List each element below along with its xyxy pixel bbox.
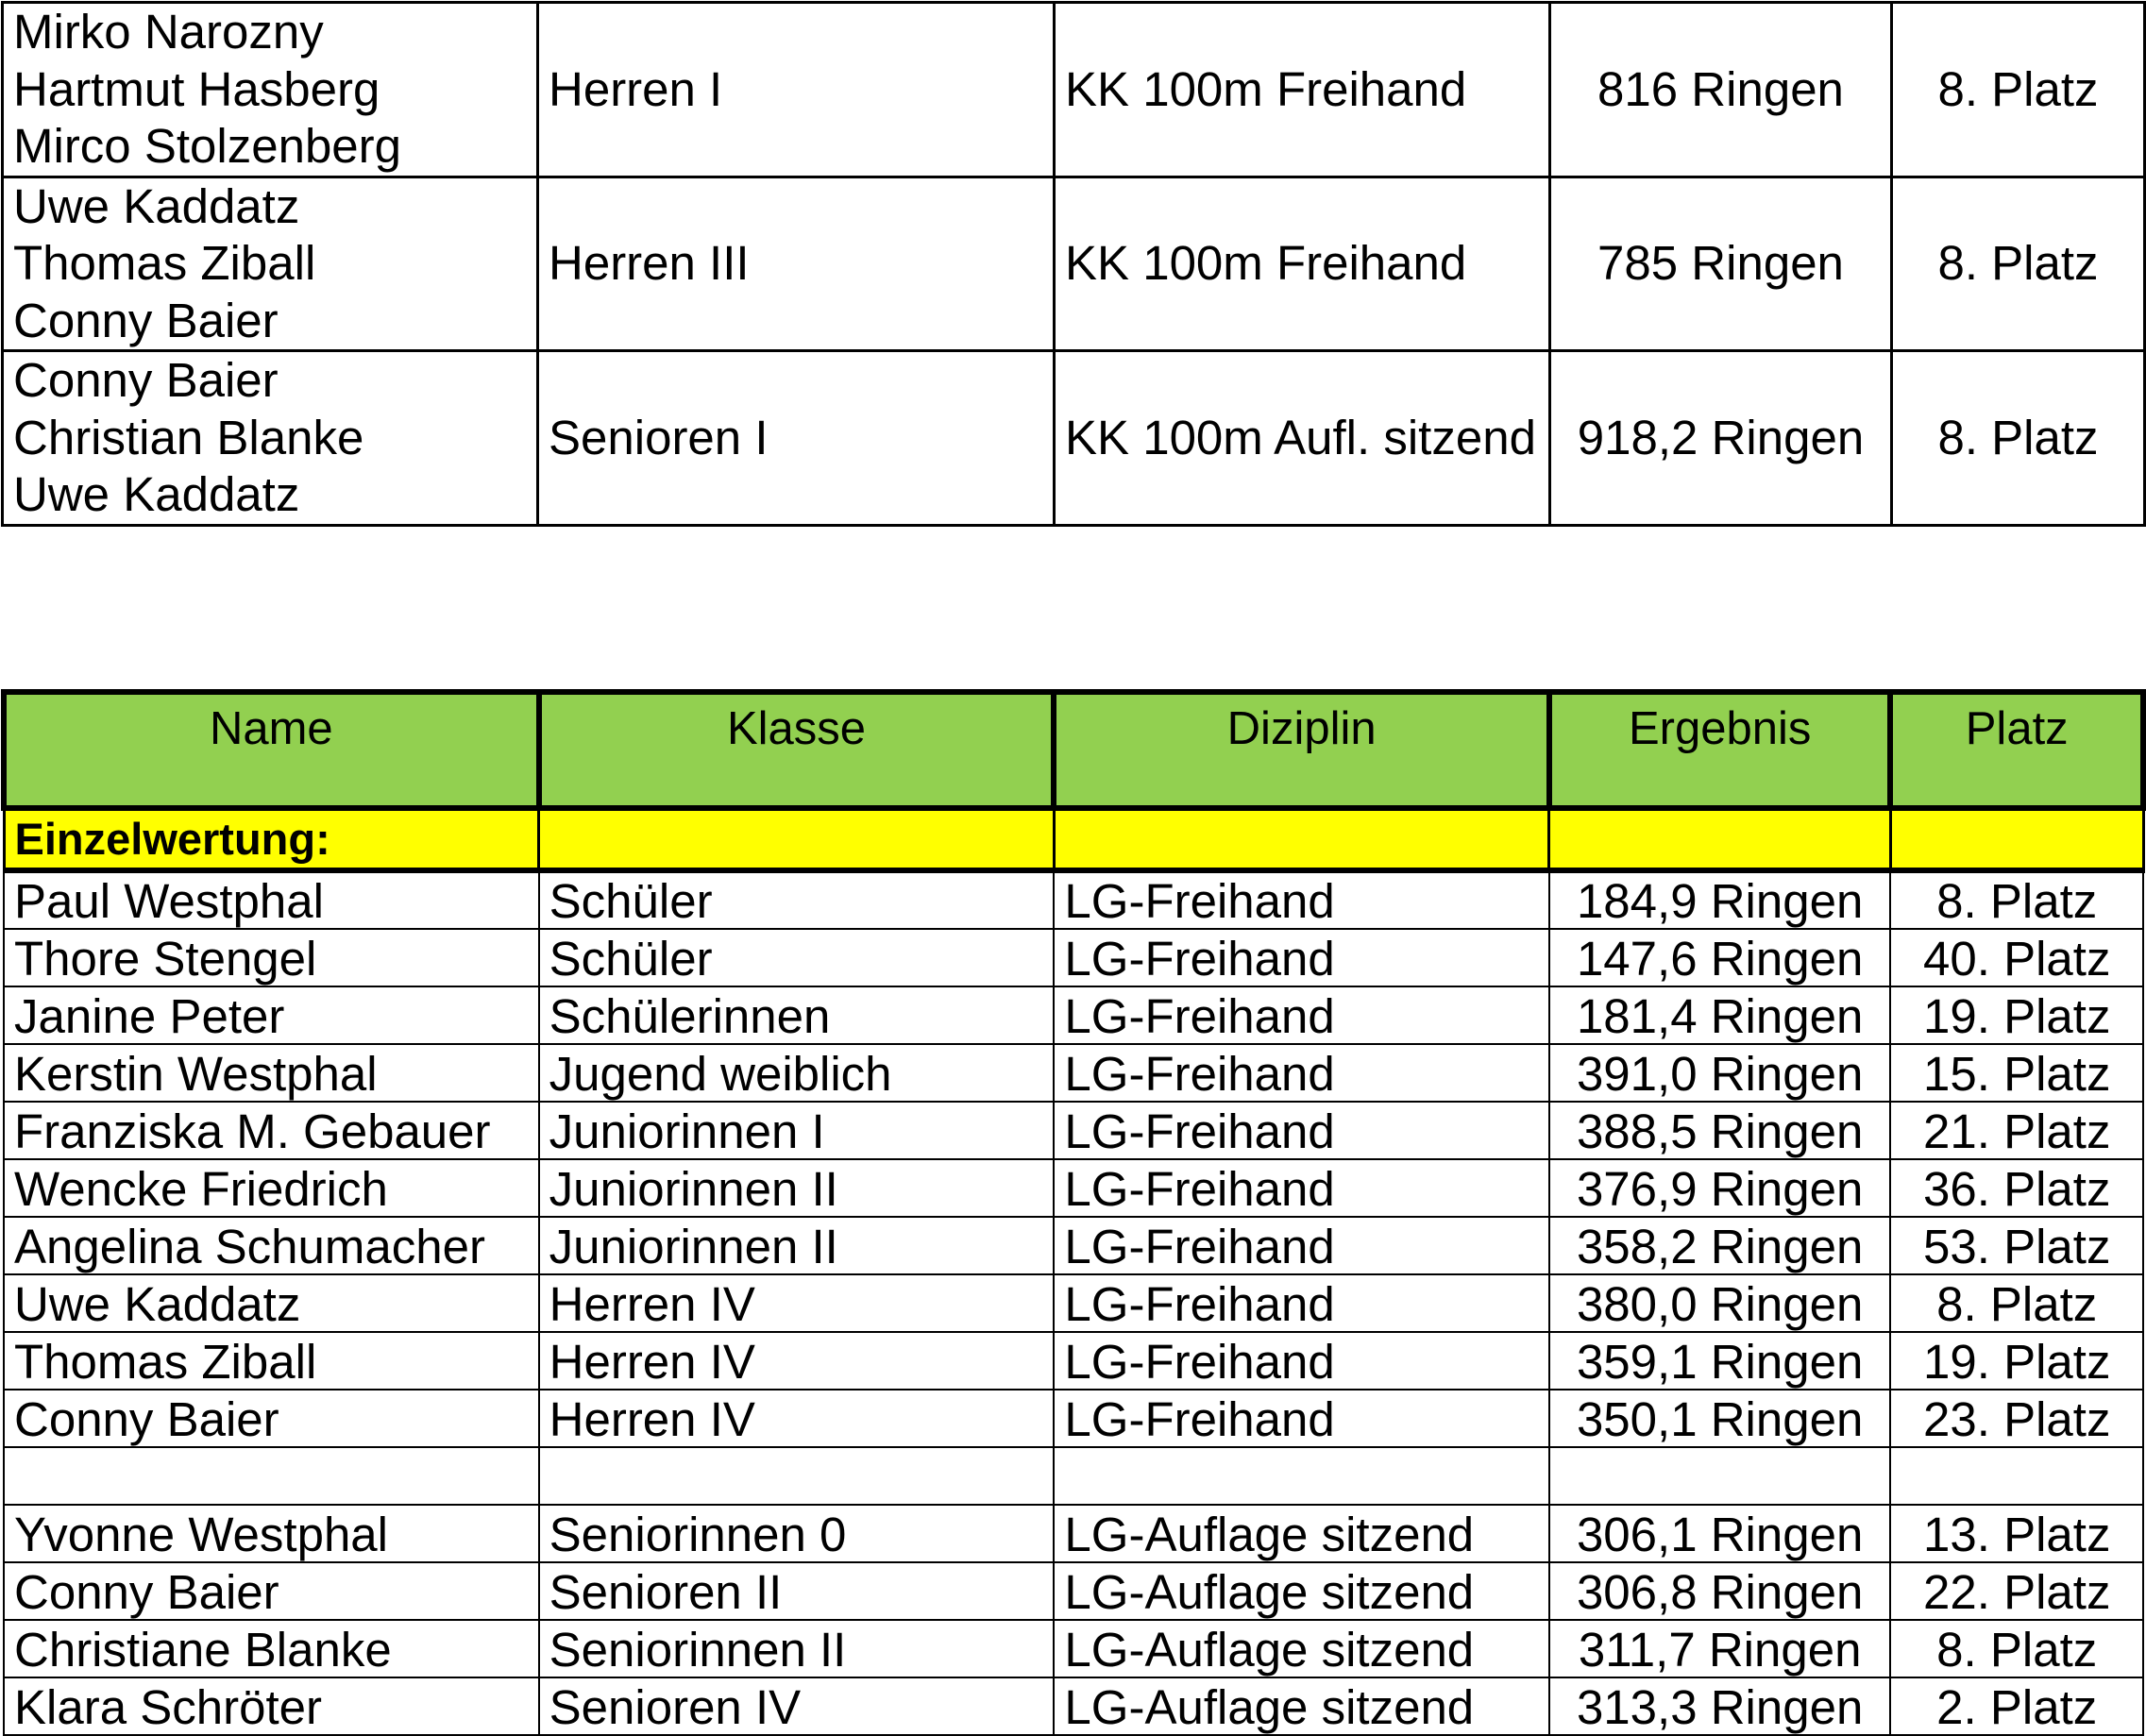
table-row (4, 1505, 2143, 1562)
header-disziplin: Diziplin (1054, 692, 1548, 808)
section-row (4, 808, 2143, 870)
team-member-name: Conny Baier (13, 353, 279, 407)
platz-cell: 8. Platz (1892, 3, 2145, 177)
name-cell: Angelina Schumacher (4, 1217, 539, 1274)
platz-cell: 36. Platz (1890, 1159, 2143, 1217)
name-cell: Kerstin Westphal (4, 1044, 539, 1102)
klasse-cell: Senioren IV (539, 1677, 1055, 1735)
klasse-cell: Senioren II (539, 1562, 1055, 1620)
disziplin-cell: KK 100m Freihand (1055, 177, 1550, 351)
team-member-name: Mirko Narozny (13, 5, 324, 59)
name-cell: Yvonne Westphal (4, 1505, 539, 1562)
section-label: Einzelwertung: (4, 808, 539, 870)
ergebnis-cell: 306,1 Ringen (1549, 1505, 1891, 1562)
ergebnis-cell: 918,2 Ringen (1550, 351, 1892, 526)
klasse-cell: Juniorinnen I (539, 1102, 1055, 1159)
klasse-cell: Herren III (538, 177, 1055, 351)
ergebnis-cell: 311,7 Ringen (1549, 1620, 1891, 1677)
name-cell: Paul Westphal (4, 870, 539, 929)
disziplin-cell (1054, 1447, 1548, 1505)
platz-cell: 15. Platz (1890, 1044, 2143, 1102)
klasse-cell: Schüler (539, 929, 1055, 986)
name-cell (4, 1447, 539, 1505)
name-cell: Uwe Kaddatz (4, 1274, 539, 1332)
ergebnis-cell: 388,5 Ringen (1549, 1102, 1891, 1159)
table-row (4, 1677, 2143, 1735)
platz-cell: 8. Platz (1892, 177, 2145, 351)
ergebnis-cell: 376,9 Ringen (1549, 1159, 1891, 1217)
disziplin-cell: LG-Freihand (1054, 1274, 1548, 1332)
team-results-table (1, 1, 2146, 527)
platz-cell: 2. Platz (1890, 1677, 2143, 1735)
team-names-cell (3, 3, 538, 177)
team-names-cell (3, 351, 538, 526)
disziplin-cell: LG-Auflage sitzend (1054, 1677, 1548, 1735)
klasse-cell: Schüler (539, 870, 1055, 929)
table-row (4, 1159, 2143, 1217)
klasse-cell: Juniorinnen II (539, 1217, 1055, 1274)
disziplin-cell: LG-Auflage sitzend (1054, 1562, 1548, 1620)
table-row (4, 986, 2143, 1044)
team-row (3, 351, 2145, 526)
disziplin-cell: LG-Freihand (1054, 1390, 1548, 1447)
platz-cell: 8. Platz (1890, 1620, 2143, 1677)
table-row (4, 1044, 2143, 1102)
name-cell: Franziska M. Gebauer (4, 1102, 539, 1159)
platz-cell: 8. Platz (1890, 1274, 2143, 1332)
header-klasse: Klasse (539, 692, 1055, 808)
platz-cell: 53. Platz (1890, 1217, 2143, 1274)
table-row (4, 929, 2143, 986)
team-member-name: Uwe Kaddatz (13, 467, 300, 521)
name-cell: Klara Schröter (4, 1677, 539, 1735)
klasse-cell: Schülerinnen (539, 986, 1055, 1044)
disziplin-cell: LG-Freihand (1054, 1044, 1548, 1102)
ergebnis-cell: 359,1 Ringen (1549, 1332, 1891, 1390)
header-platz: Platz (1890, 692, 2143, 808)
team-member-name: Mirco Stolzenberg (13, 119, 402, 173)
ergebnis-cell: 785 Ringen (1550, 177, 1892, 351)
table-row (4, 1274, 2143, 1332)
ergebnis-cell: 380,0 Ringen (1549, 1274, 1891, 1332)
klasse-cell: Senioren I (538, 351, 1055, 526)
section-empty-cell (539, 808, 1055, 870)
klasse-cell: Herren IV (539, 1332, 1055, 1390)
name-cell: Janine Peter (4, 986, 539, 1044)
disziplin-cell: LG-Freihand (1054, 1159, 1548, 1217)
platz-cell: 40. Platz (1890, 929, 2143, 986)
disziplin-cell: LG-Freihand (1054, 870, 1548, 929)
disziplin-cell: LG-Auflage sitzend (1054, 1620, 1548, 1677)
disziplin-cell: KK 100m Freihand (1055, 3, 1550, 177)
platz-cell: 22. Platz (1890, 1562, 2143, 1620)
table-row (4, 1390, 2143, 1447)
team-row (3, 177, 2145, 351)
ergebnis-cell: 816 Ringen (1550, 3, 1892, 177)
klasse-cell: Herren I (538, 3, 1055, 177)
header-ergebnis: Ergebnis (1549, 692, 1891, 808)
name-cell: Thomas Ziball (4, 1332, 539, 1390)
blank-row (4, 1447, 2143, 1505)
ergebnis-cell: 313,3 Ringen (1549, 1677, 1891, 1735)
platz-cell: 21. Platz (1890, 1102, 2143, 1159)
team-member-name: Christian Blanke (13, 410, 364, 464)
section-empty-cell (1054, 808, 1548, 870)
name-cell: Conny Baier (4, 1562, 539, 1620)
team-member-name: Hartmut Hasberg (13, 61, 380, 116)
table-row (4, 1217, 2143, 1274)
disziplin-cell: LG-Freihand (1054, 986, 1548, 1044)
ergebnis-cell: 181,4 Ringen (1549, 986, 1891, 1044)
platz-cell: 8. Platz (1892, 351, 2145, 526)
table-row (4, 1332, 2143, 1390)
platz-cell (1890, 1447, 2143, 1505)
header-name: Name (4, 692, 539, 808)
platz-cell: 13. Platz (1890, 1505, 2143, 1562)
single-results-table (1, 689, 2146, 1736)
ergebnis-cell (1549, 1447, 1891, 1505)
table-header-row (4, 692, 2143, 808)
ergebnis-cell: 358,2 Ringen (1549, 1217, 1891, 1274)
klasse-cell: Juniorinnen II (539, 1159, 1055, 1217)
platz-cell: 19. Platz (1890, 1332, 2143, 1390)
name-cell: Christiane Blanke (4, 1620, 539, 1677)
ergebnis-cell: 391,0 Ringen (1549, 1044, 1891, 1102)
klasse-cell: Herren IV (539, 1274, 1055, 1332)
klasse-cell: Herren IV (539, 1390, 1055, 1447)
table-row (4, 1562, 2143, 1620)
name-cell: Wencke Friedrich (4, 1159, 539, 1217)
disziplin-cell: LG-Freihand (1054, 1102, 1548, 1159)
team-names-cell (3, 177, 538, 351)
klasse-cell: Seniorinnen 0 (539, 1505, 1055, 1562)
team-member-name: Uwe Kaddatz (13, 178, 300, 233)
disziplin-cell: LG-Freihand (1054, 1217, 1548, 1274)
klasse-cell: Seniorinnen II (539, 1620, 1055, 1677)
name-cell: Conny Baier (4, 1390, 539, 1447)
ergebnis-cell: 147,6 Ringen (1549, 929, 1891, 986)
platz-cell: 23. Platz (1890, 1390, 2143, 1447)
disziplin-cell: LG-Auflage sitzend (1054, 1505, 1548, 1562)
team-member-name: Thomas Ziball (13, 236, 316, 290)
section-empty-cell (1549, 808, 1891, 870)
ergebnis-cell: 306,8 Ringen (1549, 1562, 1891, 1620)
disziplin-cell: LG-Freihand (1054, 929, 1548, 986)
platz-cell: 8. Platz (1890, 870, 2143, 929)
table-row (4, 1102, 2143, 1159)
platz-cell: 19. Platz (1890, 986, 2143, 1044)
table-row (4, 1620, 2143, 1677)
name-cell: Thore Stengel (4, 929, 539, 986)
ergebnis-cell: 184,9 Ringen (1549, 870, 1891, 929)
team-row (3, 3, 2145, 177)
klasse-cell (539, 1447, 1055, 1505)
table-row (4, 870, 2143, 929)
disziplin-cell: LG-Freihand (1054, 1332, 1548, 1390)
section-empty-cell (1890, 808, 2143, 870)
klasse-cell: Jugend weiblich (539, 1044, 1055, 1102)
team-member-name: Conny Baier (13, 293, 279, 347)
ergebnis-cell: 350,1 Ringen (1549, 1390, 1891, 1447)
disziplin-cell: KK 100m Aufl. sitzend (1055, 351, 1550, 526)
